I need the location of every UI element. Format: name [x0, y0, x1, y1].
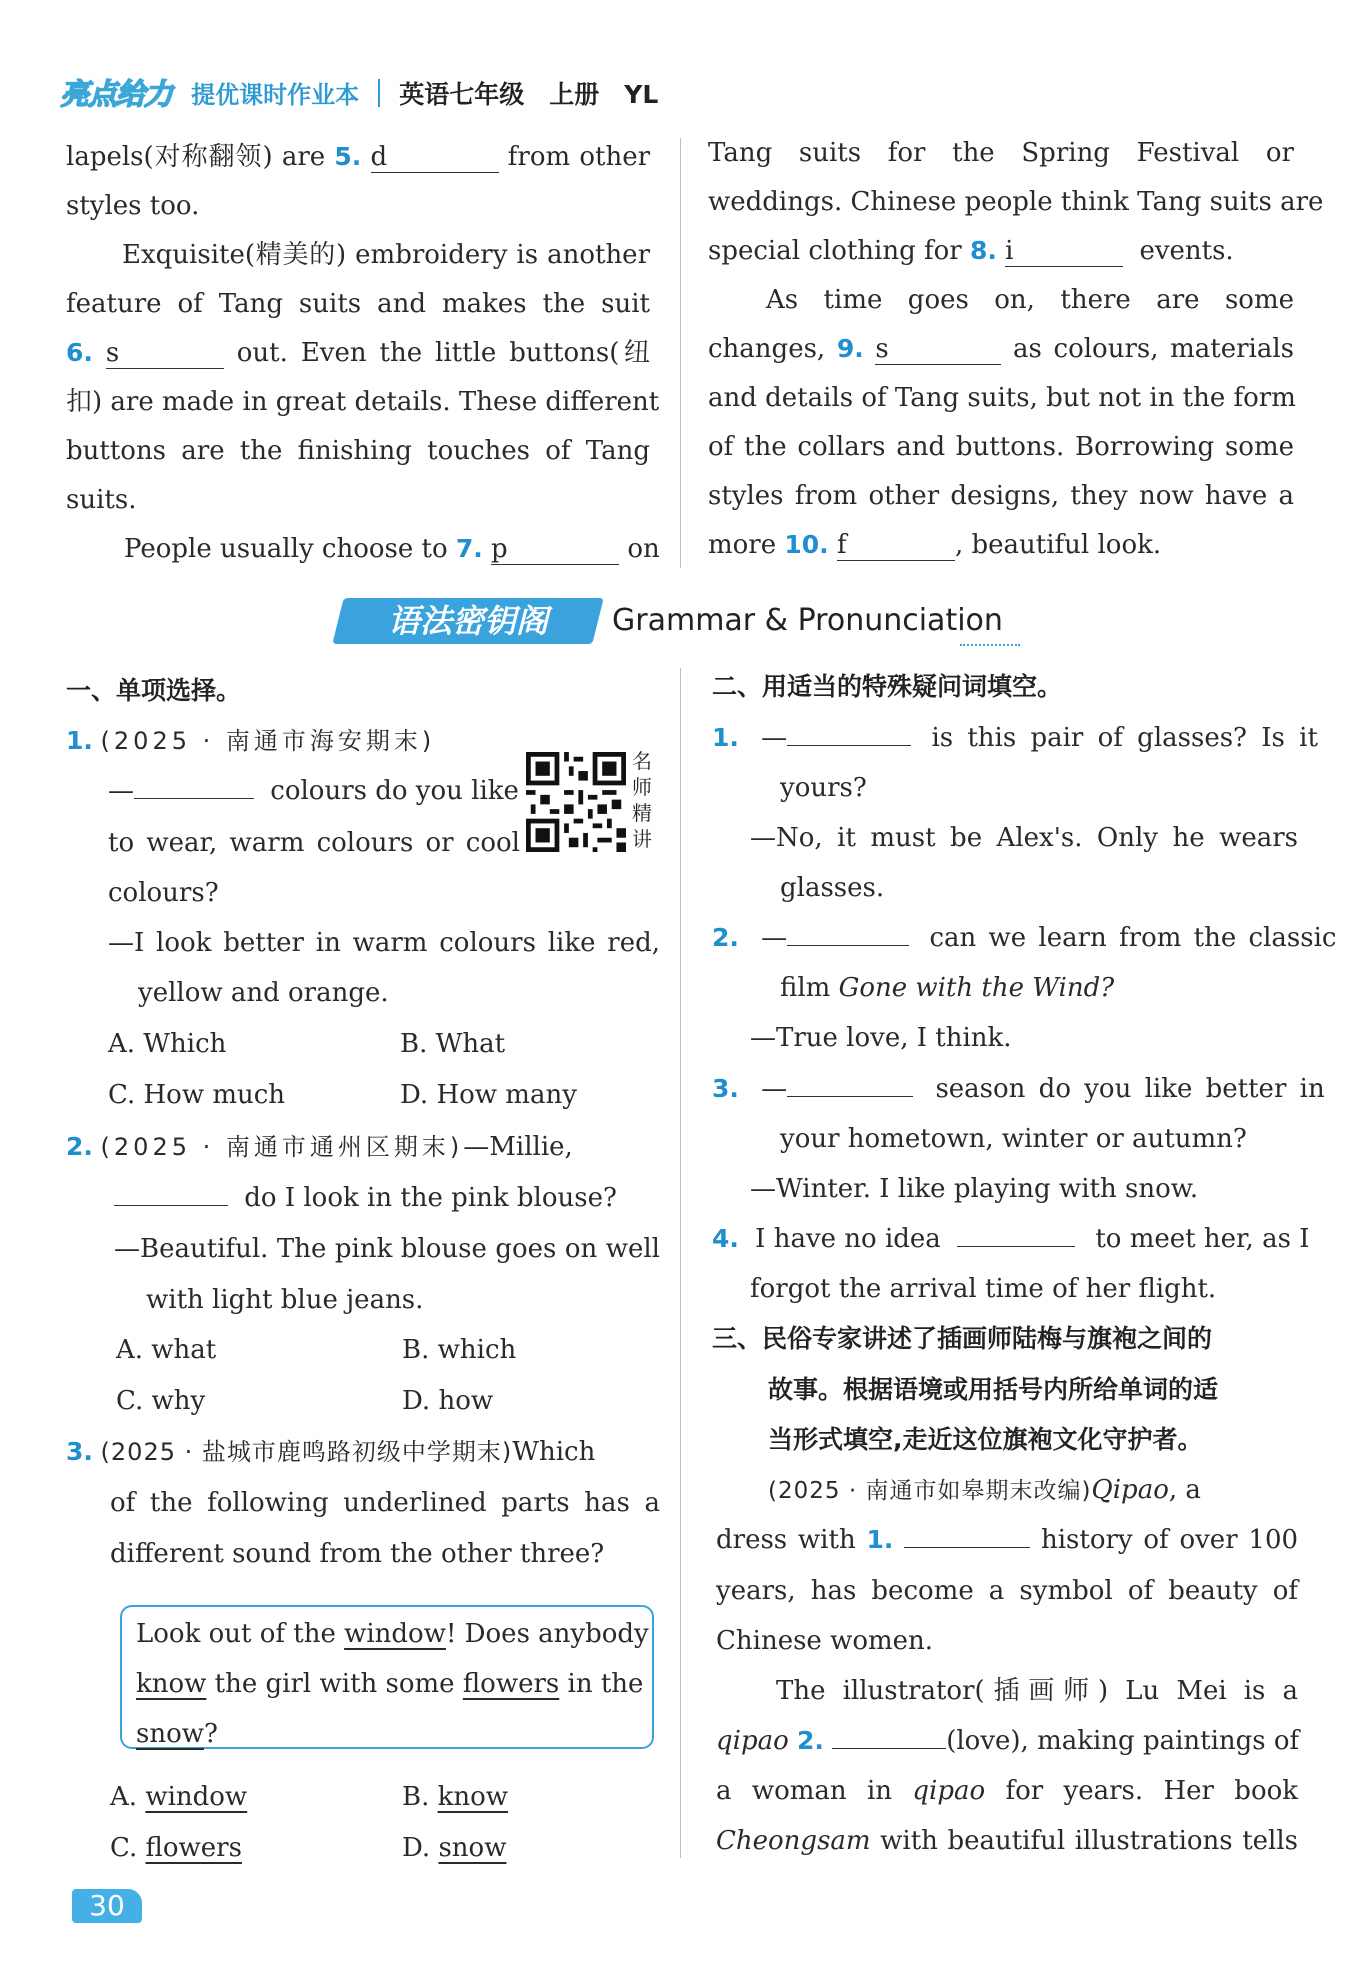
- text-line: suits.: [66, 485, 137, 515]
- question-source: (2025 · 盐城市鹿鸣路初级中学期末): [100, 1438, 513, 1466]
- text-line: [136, 1709, 640, 1759]
- first-letter: i: [1005, 236, 1014, 266]
- text-line: feature of Tang suits and makes the suit: [66, 289, 650, 319]
- text-line: of the following underlined parts has a: [110, 1488, 660, 1518]
- option-word: know: [437, 1782, 509, 1812]
- brand-logo: 亮点给力: [60, 77, 173, 111]
- text: qipao: [912, 1776, 986, 1806]
- blank-number: 9.: [836, 334, 864, 363]
- question-number: 3.: [712, 1074, 739, 1103]
- blank-number: 10.: [784, 530, 829, 559]
- section-title-cont: 故事。根据语境或用括号内所给单词的适: [768, 1375, 1219, 1404]
- text: in the: [559, 1669, 644, 1699]
- text-line: [716, 1816, 1298, 1866]
- text-line: [768, 1465, 1298, 1515]
- text-line: Exquisite(精美的) embroidery is another: [122, 240, 650, 270]
- blank-number: 8.: [970, 236, 997, 265]
- section-title: 三、民俗专家讲述了插画师陆梅与旗袍之间的: [712, 1324, 1213, 1353]
- text: to meet her, as I: [1095, 1224, 1310, 1254]
- text: do I look in the pink blouse?: [244, 1183, 617, 1213]
- column-divider-bottom: [680, 668, 681, 1858]
- sentence-box: [120, 1605, 654, 1749]
- option-letter: C.: [110, 1833, 138, 1863]
- option-letter: B.: [402, 1782, 430, 1812]
- text: ?: [204, 1719, 218, 1749]
- question-number: 3.: [66, 1437, 93, 1466]
- text-line: —I look better in warm colours like red,: [108, 928, 660, 958]
- text: with beautiful illustrations tells: [880, 1826, 1299, 1856]
- text-line: [66, 524, 660, 574]
- text: Qipao: [1091, 1475, 1169, 1505]
- text-line: The illustrator(插画师) Lu Mei is a: [776, 1676, 1298, 1706]
- text-line: Chinese women.: [716, 1626, 934, 1656]
- text: , beautiful look.: [954, 530, 1162, 560]
- answer-blank-6[interactable]: [106, 338, 224, 369]
- text: from other: [507, 142, 651, 172]
- text: season do you like better in: [935, 1074, 1325, 1104]
- text-line: colours?: [108, 878, 219, 908]
- underlined-word: know: [136, 1669, 207, 1699]
- option-c[interactable]: C. How much: [108, 1080, 286, 1110]
- first-letter: d: [370, 142, 388, 172]
- banner-english: Grammar & Pronunciation: [612, 603, 1003, 638]
- option-word: snow: [438, 1833, 507, 1863]
- answer-blank-9[interactable]: [875, 334, 1001, 365]
- options-row: [66, 1823, 660, 1873]
- text-line: [114, 1173, 660, 1223]
- text: out. Even the little buttons(纽: [236, 338, 651, 368]
- qr-label: 名师精讲: [632, 749, 652, 851]
- text: events.: [1139, 236, 1234, 266]
- option-b[interactable]: B. What: [400, 1029, 506, 1059]
- text: —: [761, 723, 788, 753]
- text-line: yellow and orange.: [138, 978, 389, 1008]
- text-line: years, has become a symbol of beauty of: [716, 1576, 1298, 1606]
- text-line: [712, 1214, 1310, 1264]
- banner-underline: [960, 644, 1020, 646]
- option-d[interactable]: [402, 1823, 506, 1873]
- question-number: 1.: [66, 726, 93, 755]
- text: can we learn from the classic: [929, 923, 1337, 953]
- text: dress with: [716, 1525, 856, 1555]
- text: I have no idea: [755, 1224, 941, 1254]
- section-title: 一、单项选择。: [66, 676, 242, 705]
- text-line: [712, 913, 1337, 963]
- text: Look out of the: [136, 1619, 345, 1649]
- answer-blank[interactable]: [114, 1175, 228, 1206]
- text-line: weddings. Chinese people think Tang suits are: [708, 187, 1324, 217]
- book-subtitle: 提优课时作业本: [191, 81, 360, 109]
- text-line: As time goes on, there are some: [766, 285, 1294, 315]
- answer-blank[interactable]: [134, 768, 254, 799]
- text-line: your hometown, winter or autumn?: [780, 1124, 1247, 1154]
- text-line: —Beautiful. The pink blouse goes on well: [114, 1234, 660, 1264]
- option-word: flowers: [145, 1833, 242, 1863]
- text-line: [712, 1064, 1325, 1114]
- blank-number: 1.: [866, 1525, 894, 1554]
- text: the girl with some: [206, 1669, 463, 1699]
- text: —: [761, 1074, 788, 1104]
- text-line: [716, 1515, 1298, 1565]
- section-title-cont: 当形式填空,走近这位旗袍文化守护者。: [768, 1425, 1203, 1454]
- text: ?: [1100, 973, 1115, 1003]
- option-letter: A.: [110, 1782, 138, 1812]
- text-line: [66, 328, 650, 378]
- text-line: with light blue jeans.: [146, 1285, 424, 1315]
- blank-number: 5.: [334, 142, 362, 171]
- text: qipao: [716, 1726, 789, 1756]
- option-b[interactable]: [402, 1772, 508, 1822]
- text-line: [708, 226, 1294, 276]
- text-line: and details of Tang suits, but not in the form: [708, 383, 1296, 413]
- answer-blank-2[interactable]: [832, 1718, 946, 1749]
- answer-blank-1[interactable]: [904, 1517, 1030, 1548]
- blank-number: 6.: [66, 338, 93, 367]
- text-line: [780, 963, 1298, 1013]
- question-source: (2025 · 南通市如皋期末改编): [768, 1478, 1092, 1504]
- text-line: —No, it must be Alex's. Only he wears: [750, 823, 1298, 853]
- text: is this pair of glasses? Is it: [931, 723, 1318, 753]
- options-row: [66, 1376, 660, 1426]
- first-letter: s: [105, 338, 120, 368]
- text: colours do you like: [270, 776, 519, 806]
- question-number: 1.: [712, 723, 739, 752]
- text-line: to wear, warm colours or cool: [108, 828, 520, 858]
- option-c[interactable]: C. why: [116, 1386, 206, 1416]
- text-line: styles too.: [66, 191, 200, 221]
- first-letter: p: [491, 534, 508, 564]
- film-title: Gone with the Wind: [838, 973, 1101, 1003]
- text-line: [712, 713, 1318, 763]
- text-line: buttons are the finishing touches of Tang: [66, 436, 650, 466]
- text-line: [136, 1609, 649, 1659]
- text-line: [66, 132, 650, 182]
- text-line: [108, 766, 520, 816]
- text: Which: [512, 1437, 596, 1467]
- text-line: —True love, I think.: [750, 1023, 1012, 1053]
- text-line: [716, 1716, 1298, 1766]
- text: —: [761, 923, 788, 953]
- text-line: [136, 1659, 644, 1709]
- text: as colours, materials: [1013, 334, 1295, 364]
- text-line: different sound from the other three?: [110, 1539, 605, 1569]
- question-3-source: [66, 1427, 660, 1477]
- text: film: [780, 973, 839, 1003]
- text-line: yours?: [780, 773, 867, 803]
- text-line: styles from other designs, they now have a: [708, 481, 1294, 511]
- text-line: of the collars and buttons. Borrowing some: [708, 432, 1294, 462]
- answer-blank-8[interactable]: [1005, 236, 1123, 267]
- text-line: —Winter. I like playing with snow.: [750, 1174, 1199, 1204]
- option-a[interactable]: A. Which: [108, 1029, 227, 1059]
- option-a[interactable]: A. what: [116, 1335, 217, 1365]
- text: People usually choose to: [124, 534, 448, 564]
- answer-blank[interactable]: [787, 715, 911, 746]
- option-c[interactable]: [110, 1823, 242, 1873]
- text: for years. Her book: [1005, 1776, 1299, 1806]
- section-title: 二、用适当的特殊疑问词填空。: [712, 672, 1063, 701]
- blank-number: 7.: [455, 534, 483, 563]
- answer-blank-10[interactable]: [837, 530, 955, 561]
- banner-chinese-text: 语法密钥阁: [387, 602, 548, 640]
- qr-code-icon[interactable]: [526, 752, 626, 852]
- option-a[interactable]: [110, 1772, 247, 1822]
- question-number: 2.: [712, 923, 739, 952]
- text: (love), making paintings of: [946, 1726, 1300, 1756]
- option-d[interactable]: D. How many: [400, 1080, 577, 1110]
- options-row: [66, 1772, 660, 1822]
- option-b[interactable]: B. which: [402, 1335, 517, 1365]
- text-line: [708, 324, 1294, 374]
- text: more: [708, 530, 777, 560]
- text: changes,: [708, 334, 826, 364]
- first-letter: s: [875, 334, 889, 364]
- question-number: 4.: [712, 1224, 739, 1253]
- section-banner: [338, 592, 1022, 652]
- text: —: [108, 776, 134, 806]
- answer-blank[interactable]: [787, 1066, 913, 1097]
- text-line: 扣) are made in great details. These different: [66, 387, 660, 417]
- question-2-source: [66, 1122, 660, 1172]
- answer-blank[interactable]: [957, 1216, 1075, 1247]
- underlined-word: window: [344, 1619, 446, 1649]
- question-number: 2.: [66, 1132, 93, 1161]
- book-title: Cheongsam: [716, 1826, 871, 1856]
- text: a woman in: [716, 1776, 893, 1806]
- text-line: forgot the arrival time of her flight.: [750, 1274, 1217, 1304]
- header-divider: [378, 79, 380, 107]
- text: ! Does anybody: [445, 1619, 649, 1649]
- underlined-word: flowers: [462, 1669, 560, 1699]
- question-source: (2025 · 南通市海安期末): [100, 727, 436, 755]
- options-row: [66, 1325, 660, 1375]
- text: on: [627, 534, 660, 564]
- column-divider-top: [680, 138, 681, 568]
- page-number: 30: [72, 1889, 142, 1923]
- question-source: (2025 · 南通市通州区期末): [100, 1133, 464, 1161]
- option-word: window: [145, 1782, 248, 1812]
- text-line: [716, 1766, 1298, 1816]
- option-letter: D.: [402, 1833, 431, 1863]
- underlined-word: snow: [136, 1719, 204, 1749]
- text-line: [708, 520, 1294, 570]
- option-d[interactable]: D. how: [402, 1386, 494, 1416]
- blank-number: 2.: [797, 1726, 824, 1755]
- answer-blank[interactable]: [787, 915, 909, 946]
- page-header: [60, 72, 658, 112]
- answer-blank-5[interactable]: [371, 142, 499, 173]
- options-row: [66, 1019, 660, 1069]
- first-letter: f: [836, 530, 847, 560]
- text: —Millie,: [463, 1132, 573, 1162]
- answer-blank-7[interactable]: [491, 534, 619, 565]
- text-line: Tang suits for the Spring Festival or: [708, 138, 1294, 168]
- text: special clothing for: [708, 236, 962, 266]
- text: , a: [1168, 1475, 1201, 1505]
- banner-chinese: [332, 598, 603, 644]
- course-title: 英语七年级 上册 YL: [399, 79, 659, 109]
- text: history of over 100: [1041, 1525, 1299, 1555]
- text: lapels(对称翻领) are: [66, 142, 326, 172]
- text-line: glasses.: [780, 873, 885, 903]
- options-row: [66, 1070, 660, 1120]
